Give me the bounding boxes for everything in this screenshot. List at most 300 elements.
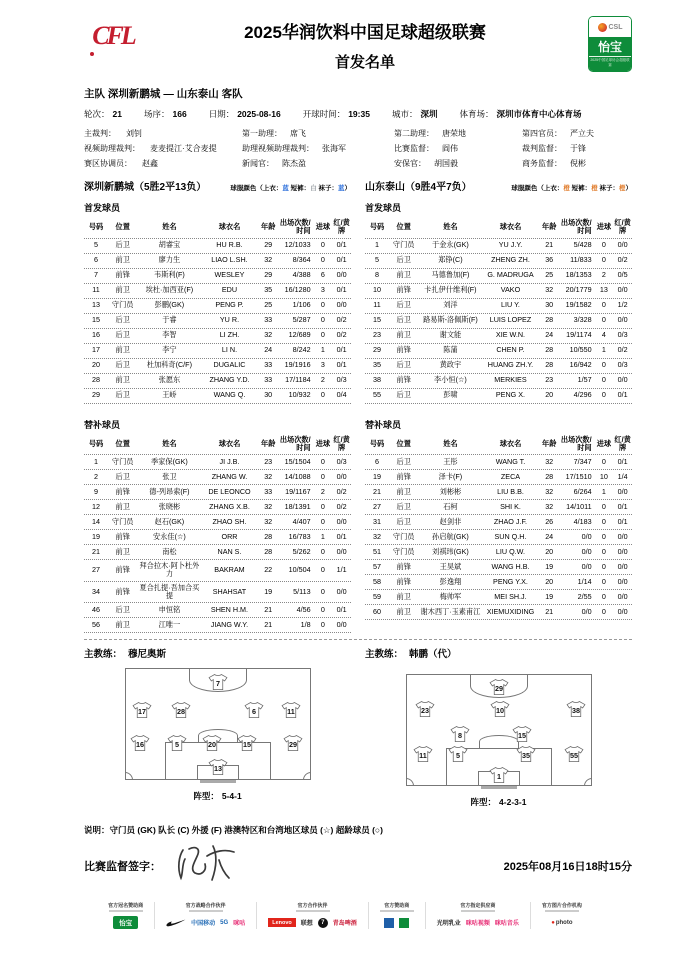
player-cell: 0 bbox=[601, 375, 606, 385]
home-formation-label bbox=[193, 790, 241, 802]
official-name: 麦麦提江·艾合麦提 bbox=[150, 144, 217, 153]
player-cell: 32 bbox=[264, 255, 273, 265]
player-cell: 12 bbox=[92, 501, 100, 511]
player-shirt-7 bbox=[207, 674, 228, 691]
svg-text:11: 11 bbox=[287, 706, 295, 716]
player-cell: 0/1 bbox=[336, 240, 347, 250]
player-cell: 前卫 bbox=[115, 255, 130, 265]
column-header: 球衣名 bbox=[218, 222, 241, 232]
player-cell: 36 bbox=[545, 255, 554, 265]
player-cell: 0 bbox=[320, 330, 325, 340]
player-cell: PENG P. bbox=[215, 300, 244, 310]
sponsor-logo: 光明乳业 bbox=[436, 921, 461, 928]
player-cell: 29 bbox=[264, 240, 273, 250]
player-row bbox=[84, 374, 351, 389]
player-cell: 6 bbox=[320, 270, 325, 280]
player-cell: 20 bbox=[545, 576, 554, 586]
match-info-item bbox=[84, 108, 122, 120]
player-cell: 后卫 bbox=[396, 315, 411, 325]
corner-arc bbox=[303, 772, 311, 780]
player-cell: 守门员 bbox=[111, 456, 134, 466]
home-formation-value: 5-4-1 bbox=[221, 791, 242, 802]
player-cell: 李智 bbox=[162, 330, 177, 340]
column-header: 红/黄牌 bbox=[614, 218, 631, 236]
player-cell: 0/1 bbox=[336, 345, 347, 355]
player-cell: CHEN P. bbox=[496, 345, 525, 355]
kit-color-text: 袜子： bbox=[597, 185, 619, 192]
kit-color-text: 白 bbox=[310, 185, 317, 192]
column-header: 号码 bbox=[369, 222, 385, 232]
player-row bbox=[365, 359, 632, 374]
player-cell: 前卫 bbox=[115, 345, 130, 355]
table-header-row bbox=[365, 434, 632, 456]
column-header: 进球 bbox=[315, 222, 331, 232]
player-cell: 0 bbox=[320, 620, 325, 630]
player-cell: 7 bbox=[94, 270, 98, 280]
away-formation-label bbox=[471, 796, 527, 808]
player-cell: 0 bbox=[601, 576, 606, 586]
player-cell: 60 bbox=[373, 606, 381, 616]
match-info-value: 21 bbox=[112, 109, 122, 119]
player-cell: 4/388 bbox=[292, 270, 311, 280]
player-cell: 15 bbox=[373, 315, 381, 325]
player-cell: 0/0 bbox=[581, 606, 592, 616]
player-cell: 0 bbox=[320, 390, 325, 400]
player-cell: 0 bbox=[601, 546, 606, 556]
player-cell: 3 bbox=[320, 285, 325, 295]
player-cell: 25 bbox=[545, 270, 554, 280]
player-cell: 7/347 bbox=[573, 456, 592, 466]
player-cell: 赵剑非 bbox=[439, 516, 462, 526]
player-cell: 6 bbox=[375, 456, 379, 466]
player-row bbox=[84, 582, 351, 604]
kit-color-text: 球服颜色（上衣： bbox=[230, 185, 283, 192]
player-cell: 梅帅军 bbox=[439, 591, 462, 601]
player-cell: 0/0 bbox=[617, 315, 628, 325]
player-cell: 0 bbox=[320, 605, 325, 615]
player-cell: DUGALIC bbox=[213, 360, 246, 370]
column-header: 出场次数/时间 bbox=[560, 434, 592, 452]
svg-text:6: 6 bbox=[252, 706, 257, 716]
sponsor-group-subline bbox=[461, 910, 495, 912]
player-cell: VAKO bbox=[500, 285, 521, 295]
player-cell: 0/2 bbox=[336, 315, 347, 325]
official-entry bbox=[394, 143, 522, 154]
svg-text:5: 5 bbox=[456, 751, 461, 761]
player-cell: 前卫 bbox=[396, 270, 411, 280]
player-cell: 后卫 bbox=[115, 605, 130, 615]
sponsor-logo: ● photo bbox=[551, 920, 572, 926]
player-row bbox=[365, 605, 632, 620]
player-cell: 27 bbox=[92, 565, 100, 575]
player-row bbox=[84, 239, 351, 254]
kit-color-text: 橙 bbox=[563, 185, 570, 192]
player-cell: 32 bbox=[545, 486, 554, 496]
match-info-value: 2025-08-16 bbox=[237, 109, 281, 119]
player-row bbox=[84, 603, 351, 618]
kit-color-text: 蓝 bbox=[282, 185, 289, 192]
player-cell: 0 bbox=[601, 456, 606, 466]
official-name: 陈杰盈 bbox=[282, 159, 306, 168]
match-info-item bbox=[459, 108, 581, 120]
player-cell: 5 bbox=[94, 240, 98, 250]
column-header: 年龄 bbox=[542, 438, 557, 448]
player-cell: 25 bbox=[264, 300, 273, 310]
player-cell: 0 bbox=[320, 300, 325, 310]
player-cell: 前卫 bbox=[115, 501, 130, 511]
kit-color-text: 蓝 bbox=[338, 185, 345, 192]
player-row bbox=[365, 575, 632, 590]
away-starters-label: 首发球员 bbox=[365, 203, 402, 213]
sponsor-logo: 青岛啤酒 bbox=[332, 921, 357, 928]
home-team-head bbox=[84, 178, 351, 193]
match-info-row bbox=[84, 108, 632, 120]
player-cell: 0/1 bbox=[336, 285, 347, 295]
svg-text:29: 29 bbox=[288, 739, 297, 749]
player-cell: 12/689 bbox=[288, 330, 311, 340]
player-cell: 3/328 bbox=[573, 315, 592, 325]
player-row bbox=[365, 239, 632, 254]
player-cell: 55 bbox=[373, 390, 381, 400]
svg-text:23: 23 bbox=[420, 706, 429, 716]
player-row bbox=[365, 299, 632, 314]
player-cell: 0/0 bbox=[336, 300, 347, 310]
player-cell: 1/106 bbox=[292, 300, 311, 310]
player-cell: 8 bbox=[375, 270, 379, 280]
svg-text:17: 17 bbox=[138, 706, 147, 716]
kit-color-text: 球服颜色（上衣： bbox=[511, 185, 564, 192]
formation-diagrams bbox=[84, 668, 632, 808]
match-info-value: 19:35 bbox=[348, 109, 370, 119]
player-cell: 前卫 bbox=[115, 620, 130, 630]
player-cell: 张愿东 bbox=[158, 375, 181, 385]
kit-color-text: 短裤： bbox=[288, 185, 311, 192]
player-cell: 23 bbox=[373, 330, 381, 340]
official-entry bbox=[394, 158, 522, 169]
player-cell: 前卫 bbox=[396, 486, 411, 496]
match-info-label: 日期： bbox=[208, 109, 235, 119]
sponsor-group bbox=[97, 902, 154, 929]
player-cell: 3 bbox=[320, 360, 325, 370]
sponsor-logos-row bbox=[384, 916, 409, 929]
player-shirt-23 bbox=[414, 701, 435, 718]
sponsor-group-subline bbox=[545, 910, 579, 912]
svg-text:13: 13 bbox=[213, 763, 222, 773]
player-cell: 5/262 bbox=[292, 546, 311, 556]
player-cell: 4/56 bbox=[296, 605, 311, 615]
player-cell: 0 bbox=[601, 561, 606, 571]
table-header-row bbox=[365, 217, 632, 239]
player-cell: 后卫 bbox=[115, 390, 130, 400]
column-header: 位置 bbox=[115, 222, 130, 232]
svg-text:28: 28 bbox=[176, 706, 185, 716]
table-header-row bbox=[84, 434, 351, 456]
sponsor-strip bbox=[20, 902, 670, 929]
player-cell: 17/1510 bbox=[565, 471, 592, 481]
player-shirt-15 bbox=[236, 734, 257, 751]
official-name: 刘钊 bbox=[126, 129, 142, 138]
player-cell: 马德鲁加(F) bbox=[431, 270, 470, 280]
column-header: 年龄 bbox=[542, 222, 557, 232]
player-cell: 21 bbox=[264, 605, 273, 615]
sponsor-logos-row bbox=[551, 916, 572, 929]
player-cell: 1 bbox=[320, 345, 325, 355]
player-cell: 35 bbox=[264, 285, 273, 295]
away-team-name: 山东泰山（9胜4平7负） bbox=[365, 182, 472, 193]
sponsor-logo: 7 bbox=[318, 918, 328, 928]
player-row bbox=[84, 515, 351, 530]
player-cell: 前卫 bbox=[115, 375, 130, 385]
player-cell: 王昊斌 bbox=[439, 561, 462, 571]
player-cell: 0/0 bbox=[617, 531, 628, 541]
player-cell: 19/1916 bbox=[284, 360, 311, 370]
player-cell: ZECA bbox=[500, 471, 521, 481]
player-cell: 32 bbox=[264, 330, 273, 340]
player-cell: 陈蒲 bbox=[443, 345, 458, 355]
player-row bbox=[84, 500, 351, 515]
player-cell: 0/1 bbox=[617, 456, 628, 466]
player-cell: 0/3 bbox=[617, 360, 628, 370]
player-cell: 前锋 bbox=[396, 285, 411, 295]
column-header: 出场次数/时间 bbox=[560, 218, 592, 236]
player-cell: 10/550 bbox=[569, 345, 592, 355]
player-cell: 守门员 bbox=[392, 546, 415, 556]
player-cell: 21 bbox=[264, 620, 273, 630]
kit-color-text: 短裤： bbox=[569, 185, 592, 192]
player-cell: 22 bbox=[264, 565, 273, 575]
sponsor-group-subline bbox=[380, 910, 414, 912]
nike-swoosh-icon bbox=[166, 919, 186, 927]
svg-text:38: 38 bbox=[571, 706, 580, 716]
player-cell: 28 bbox=[264, 546, 273, 556]
player-cell: 0 bbox=[601, 315, 606, 325]
player-cell: 32 bbox=[264, 471, 273, 481]
player-cell: 郑铮(C) bbox=[438, 255, 463, 265]
player-cell: 刘祺玮(GK) bbox=[432, 546, 469, 556]
column-header: 出场次数/时间 bbox=[279, 218, 311, 236]
section-divider bbox=[84, 639, 632, 640]
player-cell: 17 bbox=[92, 345, 100, 355]
player-cell: LI N. bbox=[221, 345, 238, 355]
formation-label-prefix: 阵型： bbox=[470, 797, 497, 808]
player-cell: MERKIES bbox=[494, 375, 527, 385]
player-cell: 0/3 bbox=[617, 330, 628, 340]
player-cell: 0 bbox=[601, 591, 606, 601]
player-cell: 0 bbox=[601, 240, 606, 250]
player-cell: 1 bbox=[94, 456, 98, 466]
player-cell: 0 bbox=[320, 565, 325, 575]
player-cell: 守门员 bbox=[111, 516, 134, 526]
player-cell: 0 bbox=[601, 390, 606, 400]
player-cell: 守门员 bbox=[392, 240, 415, 250]
formation-label-prefix: 阵型： bbox=[193, 791, 219, 802]
sponsor-logos-row bbox=[437, 916, 519, 929]
player-cell: 0/4 bbox=[336, 390, 347, 400]
player-cell: 前卫 bbox=[396, 330, 411, 340]
player-cell: 0/2 bbox=[336, 486, 347, 496]
player-cell: 谢文能 bbox=[439, 330, 462, 340]
player-cell: MEI SH.J. bbox=[494, 591, 527, 601]
player-cell: 29 bbox=[373, 345, 381, 355]
csl-yibao-badge bbox=[588, 16, 632, 72]
sponsor-logo bbox=[384, 918, 394, 928]
column-header: 红/黄牌 bbox=[333, 434, 350, 452]
svg-text:1: 1 bbox=[496, 772, 501, 782]
official-name: 唐荣地 bbox=[442, 129, 466, 138]
player-cell: 拜合拉木·阿卜杜外力 bbox=[139, 561, 200, 579]
player-row bbox=[365, 374, 632, 389]
player-cell: 后卫 bbox=[396, 360, 411, 370]
player-row bbox=[365, 329, 632, 344]
away-formation bbox=[365, 668, 632, 808]
official-role: 第一助理： bbox=[242, 129, 282, 138]
player-cell: 19 bbox=[545, 561, 554, 571]
sponsor-group-label: 官方合作伙伴 bbox=[297, 903, 328, 910]
player-cell: 0/0 bbox=[617, 375, 628, 385]
sponsor-logo: Lenovo bbox=[268, 918, 296, 927]
sponsor-group bbox=[154, 902, 256, 929]
player-cell: 守门员 bbox=[111, 300, 134, 310]
svg-text:11: 11 bbox=[419, 751, 427, 761]
officials-row bbox=[84, 128, 632, 139]
official-entry bbox=[242, 128, 394, 139]
player-cell: 黄政宇 bbox=[439, 360, 462, 370]
player-cell: 前卫 bbox=[115, 546, 130, 556]
player-cell: 20 bbox=[545, 390, 554, 400]
player-cell: 杜加科奇(C/F) bbox=[146, 360, 192, 370]
player-cell: 30 bbox=[545, 300, 554, 310]
player-cell: 0/2 bbox=[617, 345, 628, 355]
officials bbox=[84, 128, 632, 169]
player-cell: 0/1 bbox=[336, 255, 347, 265]
player-shirt-35 bbox=[516, 746, 537, 763]
signature-datetime: 2025年08月16日18时15分 bbox=[503, 861, 632, 874]
column-header: 球衣名 bbox=[499, 438, 522, 448]
sponsor-logo: 联想 bbox=[300, 921, 313, 928]
player-cell: 前锋 bbox=[396, 576, 411, 586]
home-pitch-diagram bbox=[125, 668, 311, 780]
match-info-value: 166 bbox=[172, 109, 187, 119]
player-cell: LIU Q.W. bbox=[495, 546, 526, 556]
official-name: 阎伟 bbox=[442, 144, 458, 153]
home-starters-table bbox=[84, 217, 351, 404]
player-cell: ZHAO J.F. bbox=[493, 516, 528, 526]
svg-text:55: 55 bbox=[569, 751, 578, 761]
column-header: 位置 bbox=[396, 438, 411, 448]
player-cell: G. MADRUGA bbox=[487, 270, 534, 280]
player-cell: 0 bbox=[320, 546, 325, 556]
player-cell: YU R. bbox=[219, 315, 240, 325]
sponsor-group-label: 官方指定供应商 bbox=[460, 903, 496, 910]
legend-note: 说明：守门员 (GK) 队长 (C) 外援 (F) 港澳特区和台湾地区球员 (☆) 超龄球员 (○) bbox=[84, 825, 383, 836]
player-cell: 0 bbox=[601, 501, 606, 511]
player-row bbox=[365, 485, 632, 500]
player-cell: 16 bbox=[92, 330, 100, 340]
teams-line: 主队 深圳新鹏城 — 山东泰山 客队 bbox=[84, 88, 243, 100]
player-cell: 20 bbox=[92, 360, 100, 370]
player-cell: 14/1088 bbox=[284, 471, 311, 481]
player-cell: 0 bbox=[320, 586, 325, 596]
player-cell: 0/0 bbox=[336, 516, 347, 526]
player-cell: 0 bbox=[320, 456, 325, 466]
official-name: 张海军 bbox=[322, 144, 346, 153]
match-info-label: 城市： bbox=[391, 109, 418, 119]
official-role: 商务监督： bbox=[522, 159, 562, 168]
official-role: 裁判监督： bbox=[522, 144, 562, 153]
player-cell: 11 bbox=[373, 300, 381, 310]
player-cell: 59 bbox=[373, 591, 381, 601]
player-cell: 33 bbox=[264, 360, 273, 370]
csl-badge-top bbox=[589, 17, 631, 37]
player-cell: LIU B.B. bbox=[497, 486, 524, 496]
player-cell: JI J.B. bbox=[219, 456, 240, 466]
match-info-value: 深圳 bbox=[420, 109, 438, 119]
player-cell: 于金永(GK) bbox=[432, 240, 469, 250]
away-formation-value: 4-2-3-1 bbox=[499, 797, 527, 808]
player-cell: 28 bbox=[545, 471, 554, 481]
player-cell: 夏合扎提·吾加合买提 bbox=[139, 582, 200, 600]
player-cell: 2 bbox=[320, 486, 325, 496]
official-role: 第四官员： bbox=[522, 129, 562, 138]
corner-arc bbox=[406, 778, 414, 786]
player-cell: 0 bbox=[601, 360, 606, 370]
player-cell: 4/407 bbox=[292, 516, 311, 526]
player-cell: 刘洋 bbox=[443, 300, 458, 310]
player-cell: ZHAO SH. bbox=[212, 516, 247, 526]
player-cell: 守门员 bbox=[392, 531, 415, 541]
sponsor-group-subline bbox=[109, 910, 143, 912]
player-cell: LIAO L.SH. bbox=[211, 255, 248, 265]
player-cell: 0/1 bbox=[617, 501, 628, 511]
column-header: 号码 bbox=[369, 438, 385, 448]
starters-tables bbox=[84, 217, 632, 404]
player-cell: 2 bbox=[601, 270, 606, 280]
official-name: 赵鑫 bbox=[142, 159, 158, 168]
official-role: 助理视频助理裁判： bbox=[242, 144, 314, 153]
player-cell: 0/1 bbox=[336, 360, 347, 370]
cfl-league-logo bbox=[84, 16, 142, 62]
player-cell: 后卫 bbox=[396, 516, 411, 526]
player-cell: 51 bbox=[373, 546, 381, 556]
player-cell: 6/264 bbox=[573, 486, 592, 496]
player-shirt-11 bbox=[281, 701, 302, 718]
home-starters-label: 首发球员 bbox=[84, 203, 121, 213]
player-cell: 0 bbox=[601, 255, 606, 265]
sponsor-group bbox=[530, 902, 593, 929]
column-header: 姓名 bbox=[162, 222, 177, 232]
player-cell: 后卫 bbox=[396, 390, 411, 400]
player-cell: 10/932 bbox=[288, 390, 311, 400]
player-shirt-5 bbox=[448, 746, 469, 763]
svg-text:29: 29 bbox=[494, 684, 503, 694]
away-coach-name: 韩鹏（代） bbox=[409, 649, 457, 661]
svg-text:20: 20 bbox=[207, 739, 216, 749]
away-subs-table bbox=[365, 434, 632, 634]
player-row bbox=[365, 344, 632, 359]
player-cell: 2 bbox=[94, 471, 98, 481]
column-header: 进球 bbox=[596, 222, 612, 232]
player-cell: 2/55 bbox=[577, 591, 592, 601]
player-cell: 13 bbox=[599, 285, 608, 295]
player-cell: BAKRAM bbox=[214, 565, 245, 575]
player-cell: 21 bbox=[545, 240, 554, 250]
column-header: 位置 bbox=[115, 438, 130, 448]
sponsor-logo bbox=[399, 918, 409, 928]
player-shirt-55 bbox=[563, 746, 584, 763]
official-role: 赛区协调员： bbox=[84, 159, 132, 168]
player-cell: 0 bbox=[320, 501, 325, 511]
player-cell: LIU Y. bbox=[501, 300, 520, 310]
